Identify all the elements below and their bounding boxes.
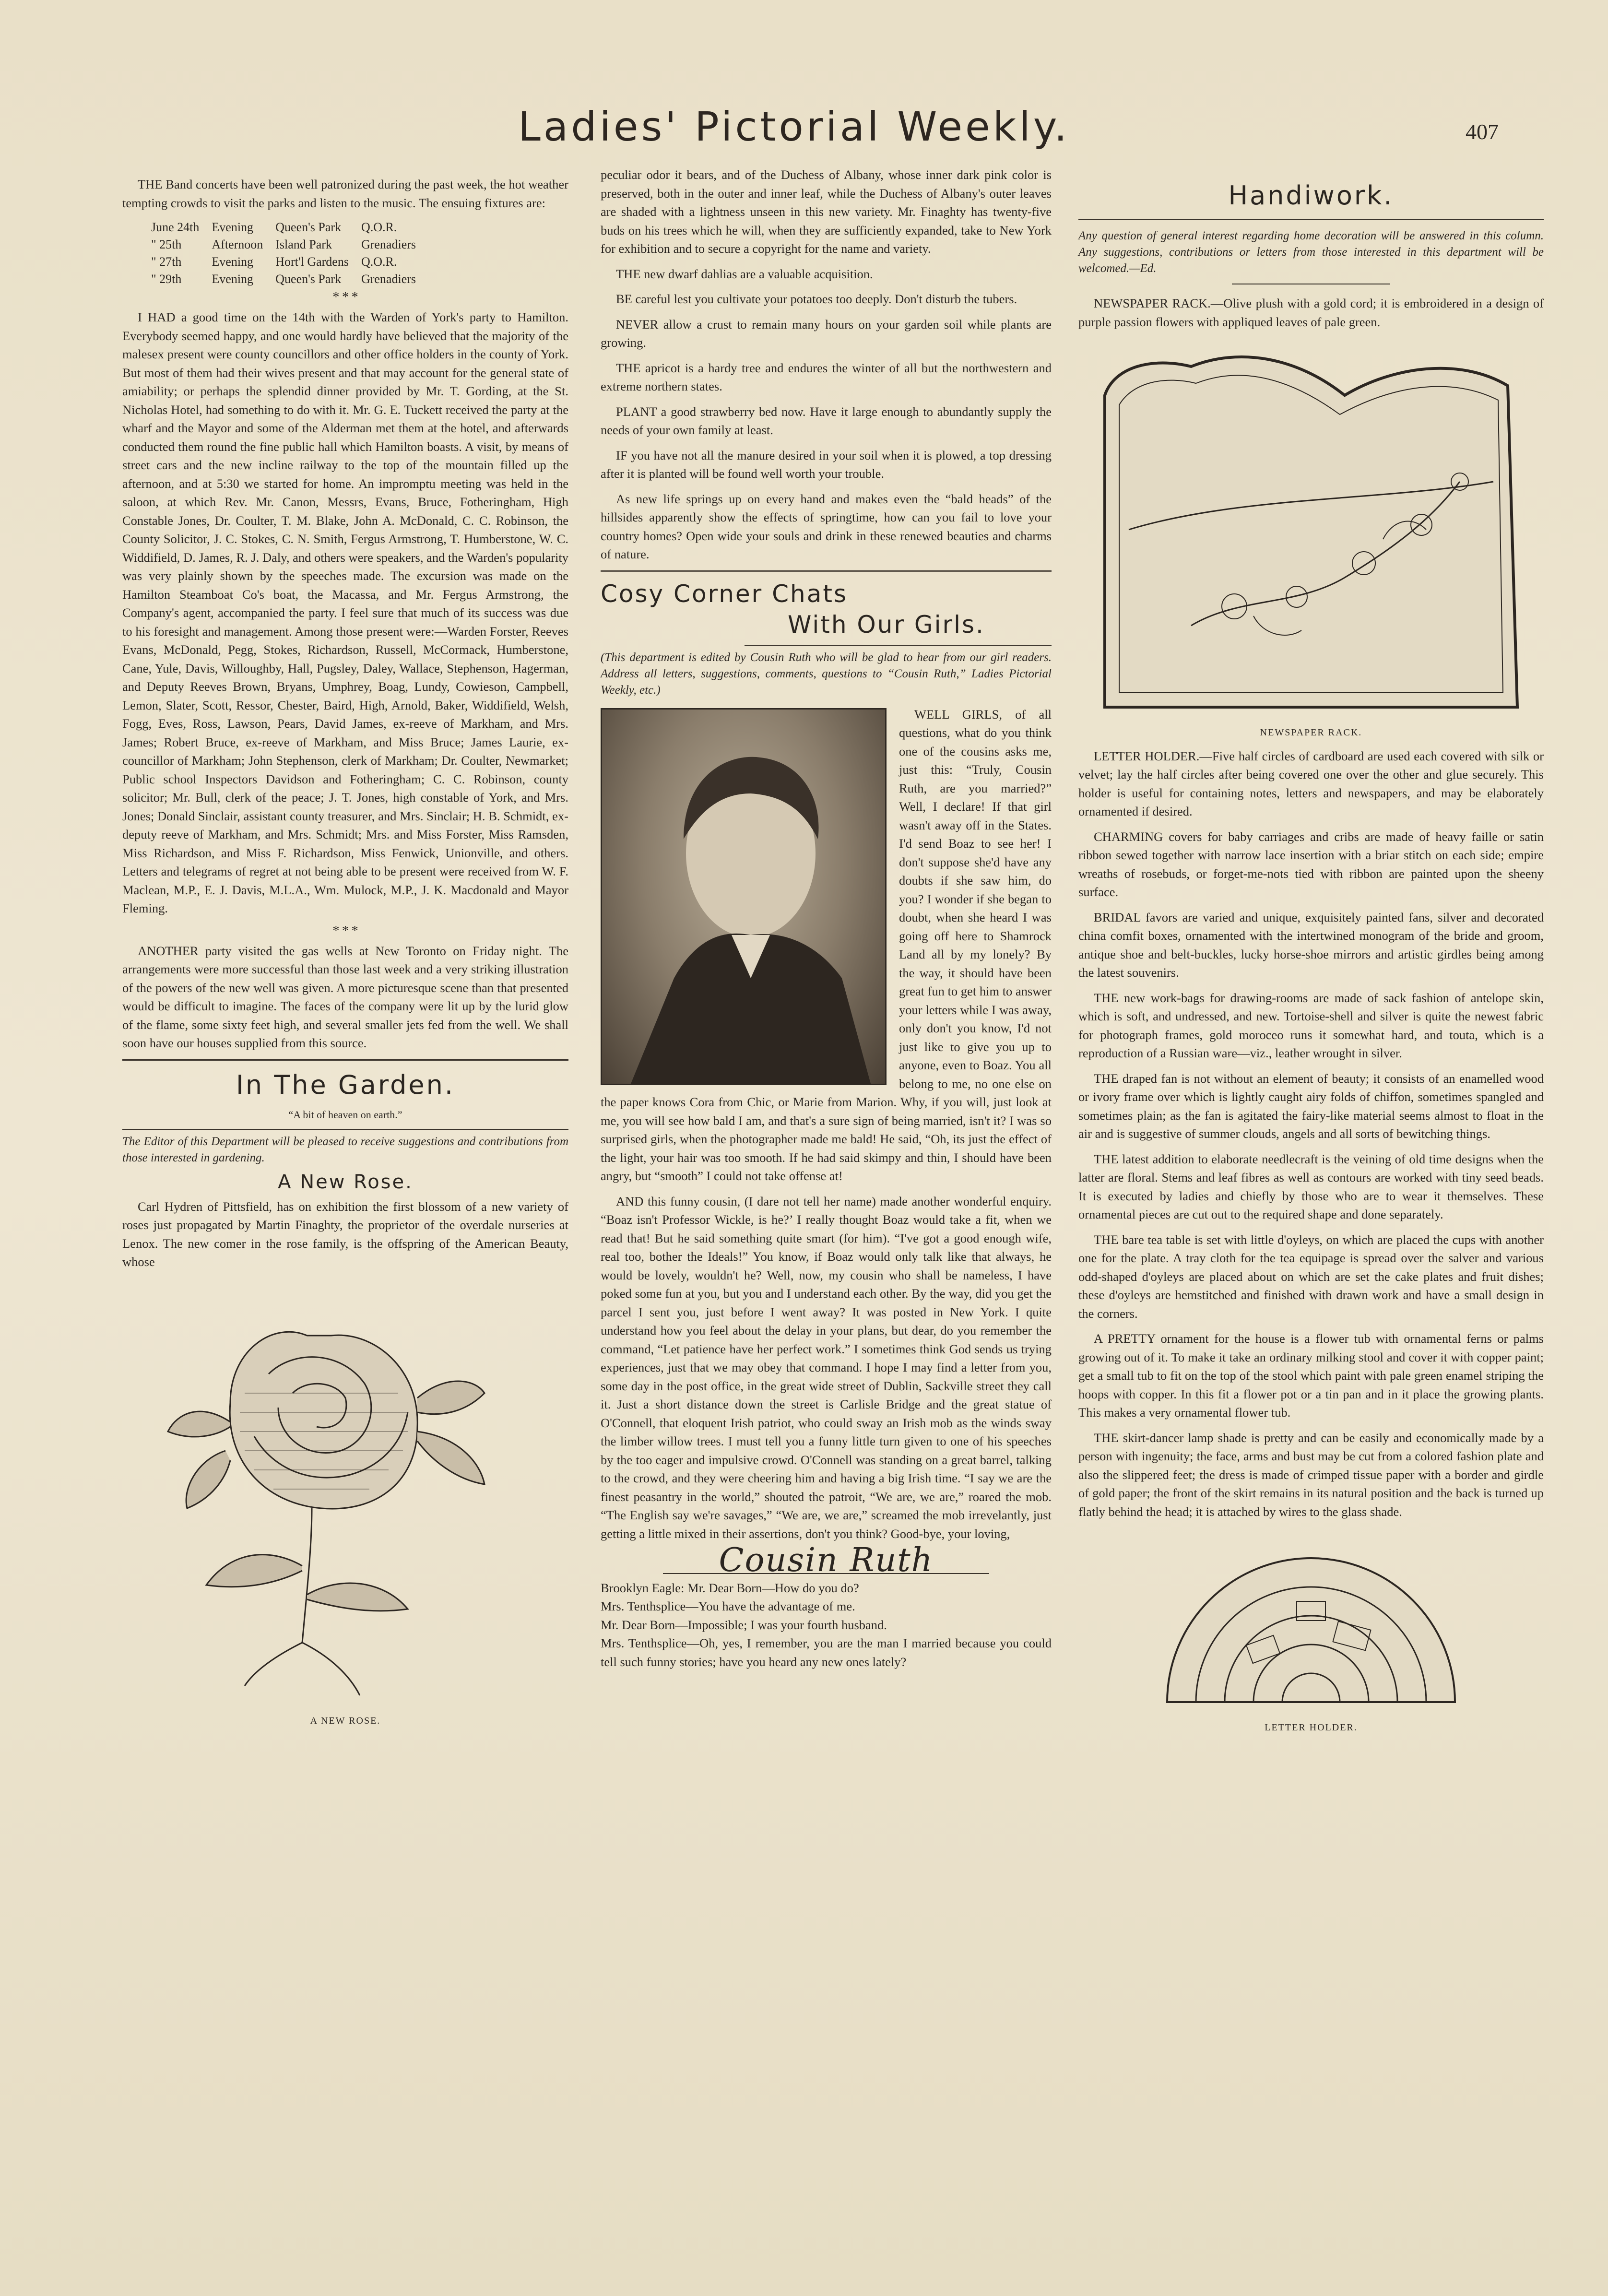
newspaper-rack-paragraph: NEWSPAPER RACK.—Olive plush with a gold cord; it is embroidered in a design of purple passion flowers with appliqued leaves of pale green. <box>1078 296 1544 329</box>
handiwork-paragraph: THE draped fan is not without an element of beauty; it consists of an enamelled wood or ivory frame over which is lightly caught airy folds of chiffon, sometimes spangled and sometimes plain; as the fan is agitated the fairy-like material seems almost to float in the air and is suggestive of summer clouds, angels and all sorts of bewitching things. <box>1078 1071 1544 1141</box>
divider <box>601 570 1052 572</box>
cousin-ruth-portrait <box>601 708 887 1085</box>
fixture-cell: Evening <box>212 255 254 269</box>
band-concerts-paragraph: THE Band concerts have been well patronized during the past week, the hot weather tempting crowds to visit the parks and listen to the music. The ensuing fixtures are: <box>122 177 568 210</box>
handiwork-paragraph: BRIDAL favors are varied and unique, exquisitely painted fans, silver and decorated china comfit boxes, ornamented with the intertwined monogram of the bride and groom, antique shoe and belt-buckles, lucky horse-shoe mirrors and artistic girdles being among the latest souvenirs. <box>1078 910 1544 980</box>
garden-editor-note: The Editor of this Department will be pleased to receive suggestions and contributions from those interested in gardening. <box>122 1135 568 1164</box>
cousin-ruth-signature: Cousin Ruth <box>719 1541 934 1579</box>
fixture-cell: " 27th <box>151 255 182 269</box>
garden-heading: In The Garden. <box>236 1069 455 1100</box>
fixture-cell: Queen's Park <box>275 272 342 286</box>
fixture-cell: " 25th <box>151 237 182 251</box>
handiwork-paragraphs <box>1078 747 1544 1521</box>
dialog-line: Mrs. Tenthsplice—Oh, yes, I remember, you are the man I married because you could tell such funny stories; have you heard any new ones lately? <box>601 1636 1052 1669</box>
cosy-corner-title <box>601 579 1052 640</box>
handiwork-paragraph: THE latest addition to elaborate needlecraft is the veining of old time designs when the latter are floral. Stems and leaf fibres as well as contours are worked with tiny seed beads. It is executed by ladies and chiefly by those who are to wear it themselves. These ornamental pieces are cut out to the required shape and done separately. <box>1078 1151 1544 1221</box>
divider <box>1078 219 1544 220</box>
new-rose-heading: A New Rose. <box>278 1171 413 1193</box>
divider <box>122 1129 568 1130</box>
garden-tip-paragraph: THE apricot is a hardy tree and endures the winter of all but the northwestern and extreme northern states. <box>601 360 1052 393</box>
garden-tip-paragraph: PLANT a good strawberry bed now. Have it large enough to abundantly supply the needs of your own family at least. <box>601 404 1052 437</box>
cosy-letter-paragraph-2: AND this funny cousin, (I dare not tell her name) made another wonderful enquiry. “Boaz isn't Professor Wickle, is he?’ I really thought Boaz would take a fit, when we read that! But he said something quite smart (for him). “I've got a good enough wife, real too, bother the Ideals!” You know, if Boaz would only talk like that always, he would be lovely, wouldn't he? Well, now, my cousin who shall be nameless, I have poked some fun at you, but you and I understand each other. By the way, did you get the parcel I sent you, just before I went away? It was posted in New York. I quite understand how you feel about the delay in your plans, but dear, do you remember the command, “Let patience have her perfect work.” I sometimes think God sends us trying experiences, just that we may obey that command. I hope I may find a letter from you, some day in the post office, in the great wide street of Dublin, Sackville street they call it. Just a short distance down the street is Carlisle Bridge and the great statue of O'Connell, that eloquent Irish patriot, who could sway an Irish mob as the winds sway the limber willow trees. I must tell you a funny little turn given to one of his speeches by the too eager and impulsive crowd. O'Connell was standing on a great barrel, talking to the crowd, and they were cheering him and having a big Irish time. “I say we are the finest peasantry in the world,” shouted the patroit, “We are, we are,” roared the mob. “The English say we're savages,” “We are, we are,” screamed the mob irrevelantly, just getting a little mixed in their assertions, don't you think? Good-bye, your loving, <box>601 1194 1052 1541</box>
hamilton-paragraph: I HAD a good time on the 14th with the Warden of York's party to Hamilton. Everybody seemed happy, and one would hardly have believed that the majority of the malesex present were county councillors and other office holders in the county of York. But most of them had their wives present and that may account for the general state of amiability; or perhaps the splendid dinner provided by Mr. T. Gording, at the St. Nicholas Hotel, had something to do with it. Mr. G. E. Tuckett received the party at the wharf and the Mayor and some of the Alderman met them at the hotel, and afterwards conducted them round the fine public hall which Hamilton boasts. A visit, by means of street cars and the new incline railway to the top of the mountain filled up the afternoon, and at 5:30 we started for home. An impromptu meeting was held in the saloon, at which Rev. Mr. Canon, Messrs, Evans, Bruce, Fotheringham, High Constable Jones, Dr. Coulter, T. M. Blake, John A. McDonald, C. C. Robinson, the County Solicitor, J. C. Stokes, C. N. Smith, Fergus Armstrong, T. Humberstone, W. C. Widdifield, D. James, R. J. Daly, and others were speakers, and the Warden's popularity was very plainly shown by the speeches made. The excursion was made on the Hamilton Steamboat Co's boat, the Macassa, and Mr. Fergus Armstrong, the Company's agent, accompanied the party. I feel sure that much of its success was due to his foresight and management. Among those present were:—Warden Forster, Reeves Evans, McDonald, Pegg, Stokes, Richardson, Russell, McCormack, Humberstone, Cane, Yule, Davis, Willoughby, Hall, Pugsley, Daley, Wallace, Stephenson, Hagerman, and Deputy Reeves Brown, Bryans, Umphrey, Boag, Lundy, Cowieson, Campbell, Lemon, Slater, Scott, Ressor, Chester, Baird, High, Arnold, Baker, Widdifield, Welsh, Fogg, Eves, Ross, Lawson, Pears, David James, ex-reeve of Markham, and Mrs. James; Robert Bruce, ex-reeve of Markham, and Miss Bruce; James Laurie, ex-councillor of Markham; John Stephenson, clerk of Markham; Dr. Coulter, Newmarket; Public school Inspectors Davidson and Fotheringham; C. C. Robinson, county solicitor; Mr. Bull, clerk of the peace; J. T. Jones, high constable of York, and Mrs. Jones; Donald Sinclair, assistant county treasurer, and Mrs. Sinclair; H. B. Schmidt, ex-deputy reeve of Markham, and Mrs. Schmidt; Mrs. and Miss Forster, Miss Ramsden, Miss Richardson, and Miss F. Richardson, Miss Fenwick, Unionville, and others. Letters and telegrams of regret at not being able to be present were received from W. F. Maclean, M.P., E. J. Davis, M.L.A., Wm. Mulock, M.P., J. K. Macdonald and Mayor Fleming. <box>122 310 568 915</box>
dialog-line: Mr. Dear Born—Impossible; I was your fourth husband. <box>601 1617 887 1632</box>
fixture-cell: Evening <box>212 220 254 234</box>
fixture-row <box>151 253 428 271</box>
cosy-title-line2: With Our Girls. <box>788 610 985 639</box>
fixture-cell: June 24th <box>151 220 200 234</box>
fixtures-table <box>151 219 428 288</box>
garden-tip-paragraph: As new life springs up on every hand and makes even the “bald heads” of the hillsides apparently show the effects of springtime, how can you fail to love your country homes? Open wide your souls and drink in these renewed beauties and charms of nature. <box>601 491 1052 561</box>
fixture-cell: Grenadiers <box>361 237 416 251</box>
brooklyn-eagle-dialog <box>601 1579 1052 1671</box>
fixture-cell: Q.O.R. <box>361 255 397 269</box>
page-number: 407 <box>1466 119 1499 144</box>
fixture-cell: " 29th <box>151 272 182 286</box>
fixture-cell: Q.O.R. <box>361 220 397 234</box>
fixture-cell: Afternoon <box>212 237 263 251</box>
masthead-title: Ladies' Pictorial Weekly. <box>518 103 1070 150</box>
fixture-cell: Queen's Park <box>275 220 342 234</box>
fixture-cell: Evening <box>212 272 254 286</box>
fixture-cell: Grenadiers <box>361 272 416 286</box>
new-rose-paragraph: Carl Hydren of Pittsfield, has on exhibition the first blossom of a new variety of roses just propagated by Martin Finaghty, the proprietor of the overdale nurseries at Lenox. The new comer in the rose family, is the offspring of the American Beauty, whose <box>122 1199 568 1269</box>
garden-tip-paragraph: THE new dwarf dahlias are a valuable acquisition. <box>616 266 873 281</box>
garden-tips-list <box>601 265 1052 564</box>
garden-quote: “A bit of heaven on earth.” <box>288 1108 402 1121</box>
divider <box>122 1059 568 1061</box>
handiwork-paragraph: THE new work-bags for drawing-rooms are made of sack fashion of antelope skin, which is soft, and undressed, and new. Tortoise-shell and silver is quite the newest fabric for photograph frames, gold moroceo runs it somewhat hard, and touta, which is a reproduction of a Russian ware—viz., leather wrought in silver. <box>1078 990 1544 1060</box>
column-middle <box>601 166 1052 1671</box>
dialog-line: Mrs. Tenthsplice—You have the advantage of me. <box>601 1599 855 1613</box>
handiwork-paragraph: A PRETTY ornament for the house is a flower tub with ornamental ferns or palms growing out of it. To make it take an ordinary milking stool and cover it with copper paint; get a small tub to fit on the top of the stool which paint with pale green enamel striping the hoops with copper. In this fit a flower pot or a tin pan and in it place the growing plants. This makes a very ornamental flower tub. <box>1078 1331 1544 1420</box>
fixture-cell: Hort'l Gardens <box>275 255 349 269</box>
handiwork-paragraph: THE bare tea table is set with little d'oyleys, on which are placed the cups with another one for the plate. A tray cloth for the tea equipage is spread over the salver and various odd-shaped d'oyleys are placed about on which are set the cake plates and fruit dishes; these d'oyleys are hemstitched and finished with drawn work and have a small design in the corners. <box>1078 1232 1544 1321</box>
fixture-row <box>151 219 428 236</box>
fixture-row <box>151 271 428 288</box>
handiwork-heading: Handiwork. <box>1228 180 1394 211</box>
handiwork-paragraph: THE skirt-dancer lamp shade is pretty and can be easily and economically made by a person with ingenuity; the face, arms and bust may be cut from a colored fashion plate and also the slippered feet; the dress is made of crimped tissue paper with a border and girdle of gold paper; the front of the skirt remains in its natural position and the back is turned up flatly behind the head; it is attached by wires to the glass shade. <box>1078 1430 1544 1519</box>
cosy-editor-note: (This department is edited by Cousin Ruth who will be glad to hear from our girl readers. Address all letters, suggestions, comments, questions to “Cousin Ruth,” Ladies Pictorial Weekly, etc.) <box>601 651 1052 697</box>
fixture-row <box>151 236 428 253</box>
section-separator: * * * <box>332 923 358 938</box>
newspaper-rack-caption: NEWSPAPER RACK. <box>1260 727 1362 738</box>
dialog-line: Brooklyn Eagle: Mr. Dear Born—How do you do? <box>601 1580 859 1595</box>
garden-tip-paragraph: IF you have not all the manure desired in your soil when it is plowed, a top dressing after it is planted will be found well worth your trouble. <box>601 448 1052 481</box>
cosy-title-line1: Cosy Corner Chats <box>601 580 848 608</box>
handiwork-editor-note: Any question of general interest regarding home decoration will be answered in this column. Any suggestions, contributions or letters from those interested in this department will be welcomed.—Ed. <box>1078 229 1544 275</box>
letter-holder-illustration <box>1153 1529 1469 1716</box>
fixture-cell: Island Park <box>275 237 332 251</box>
cosy-letter-paragraph-1: WELL GIRLS, of all questions, what do you think one of the cousins asks me, just this: “Truly, Cousin Ruth, are you married?” Well, I declare! If that girl wasn't away off in the States. I'd send Boaz to see her! I don't suppose she'd have any doubts if she saw him, do you? I wonder if she began to doubt, when she heard I was going off here to Shamrock Land all by my lonely? By the way, it should have been great fun to get him to answer your letters while I was away, only don't you know, I'd not just like to give you up to anyone, even to Boaz. You all belong to me, no one else on the paper knows Cora from Chic, or Marie from Marion. Why, if you will, just look at me, you will see how bald I am, and that's a sure sign of being married, isn't it? I was so surprised girls, when the photographer made me bald! He said, “Oh, its just the effect of the light, your hair was too smooth. If he had said skimpy and thin, I should have been angry, but “smooth” I could not take offense at! <box>601 707 1052 1183</box>
garden-tip-paragraph: BE careful lest you cultivate your potatoes too deeply. Don't disturb the tubers. <box>616 292 1017 306</box>
divider <box>745 645 1052 646</box>
column-right <box>1078 166 1544 1742</box>
rose-illustration <box>149 1278 542 1710</box>
handiwork-paragraph: CHARMING covers for baby carriages and cribs are made of heavy faille or satin ribbon sewed together with narrow lace insertion with a briar stitch on each side; empire wreaths of rosebuds, or forget-me-nots tied with ribbon are painted upon the sheeny surface. <box>1078 829 1544 899</box>
garden-tip-paragraph: NEVER allow a crust to remain many hours on your garden soil while plants are growing. <box>601 317 1052 350</box>
gas-wells-paragraph: ANOTHER party visited the gas wells at New Toronto on Friday night. The arrangements were more successful than those last week and a very striking illustration of the powers of the new well was given. A more picturesque scene than that presented would be difficult to imagine. The faces of the company were lit up by the lurid glow of the flame, some sixty feet high, and several smaller jets fed from the well. We shall soon have our houses supplied from this source. <box>122 943 568 1050</box>
newspaper-rack-illustration <box>1095 338 1527 717</box>
section-separator: * * * <box>332 290 358 305</box>
column-left <box>122 175 568 1735</box>
handiwork-paragraph: LETTER HOLDER.—Five half circles of cardboard are used each covered with silk or velvet; lay the half circles after being covered one over the other and glue securely. This holder is useful for containing notes, letters and newspapers, and may be elaborately ornamented if desired. <box>1078 748 1544 818</box>
rose-continued-paragraph: peculiar odor it bears, and of the Duchess of Albany, whose inner dark pink color is preserved, both in the outer and inner leaf, while the Duchess of Albany's outer leaves are shaded with a lightness unseen in this new variety. Mr. Finaghty has twenty-five buds on his trees which he will, when they are sufficiently expanded, take to New York for exhibition and to secure a copyright for the name and variety. <box>601 167 1052 256</box>
rose-caption: A NEW ROSE. <box>310 1715 381 1726</box>
letter-holder-caption: LETTER HOLDER. <box>1265 1722 1358 1733</box>
